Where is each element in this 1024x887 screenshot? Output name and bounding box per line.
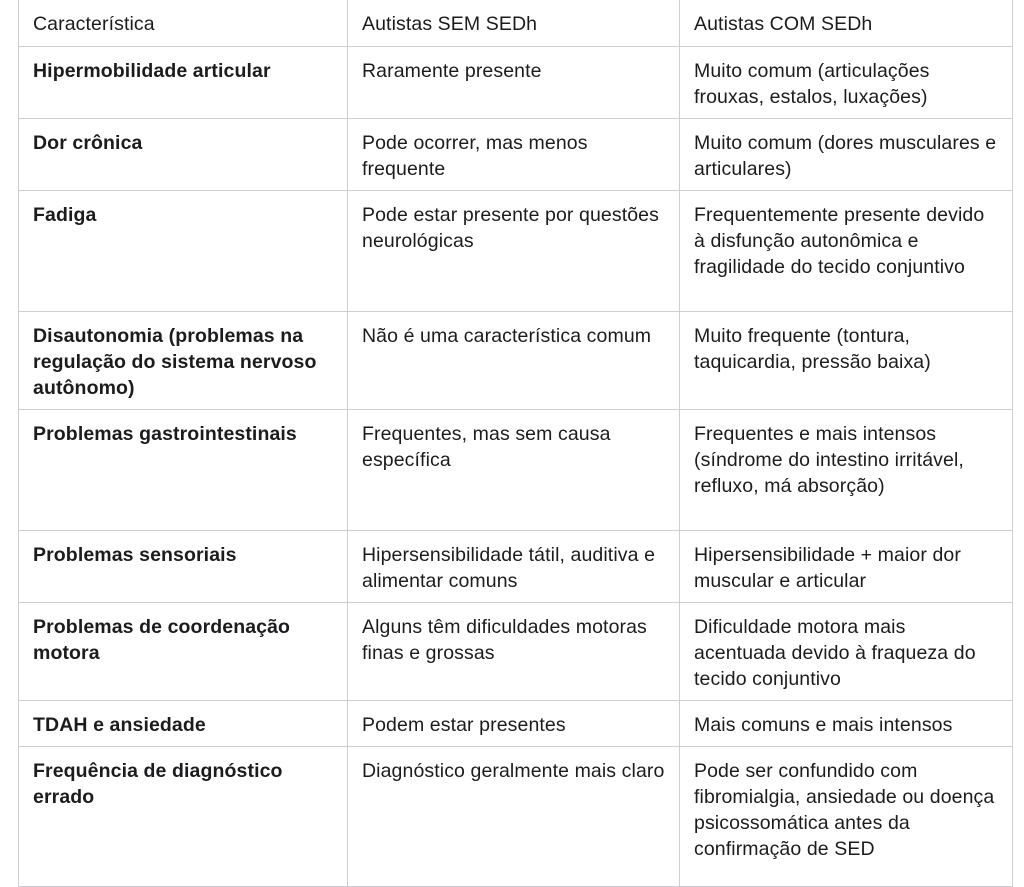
row-with-sedh: Frequentemente presente devido à disfunção autonômica e fragilidade do tecido conjuntivo xyxy=(680,191,1013,312)
row-with-sedh: Hipersensibilidade + maior dor muscular e articular xyxy=(680,531,1013,603)
row-with-sedh: Muito comum (dores musculares e articulares) xyxy=(680,119,1013,191)
header-without-sedh: Autistas SEM SEDh xyxy=(348,0,680,47)
row-without-sedh: Pode estar presente por questões neurológicas xyxy=(348,191,680,312)
row-without-sedh: Podem estar presentes xyxy=(348,701,680,747)
table-row xyxy=(19,701,1013,747)
row-without-sedh: Alguns têm dificuldades motoras finas e grossas xyxy=(348,603,680,701)
row-feature: Problemas gastrointestinais xyxy=(19,410,348,531)
table-row xyxy=(19,410,1013,531)
row-feature: Disautonomia (problemas na regulação do sistema nervoso autônomo) xyxy=(19,312,348,410)
row-feature: Dor crônica xyxy=(19,119,348,191)
row-feature: Problemas de coordenação motora xyxy=(19,603,348,701)
row-with-sedh: Mais comuns e mais intensos xyxy=(680,701,1013,747)
row-with-sedh: Pode ser confundido com fibromialgia, ansiedade ou doença psicossomática antes da confirmação de SED xyxy=(680,747,1013,887)
table-row xyxy=(19,47,1013,119)
row-with-sedh: Muito frequente (tontura, taquicardia, pressão baixa) xyxy=(680,312,1013,410)
table-row xyxy=(19,531,1013,603)
table-row xyxy=(19,603,1013,701)
row-without-sedh: Hipersensibilidade tátil, auditiva e alimentar comuns xyxy=(348,531,680,603)
row-without-sedh: Não é uma característica comum xyxy=(348,312,680,410)
row-feature: Hipermobilidade articular xyxy=(19,47,348,119)
table-row xyxy=(19,312,1013,410)
row-without-sedh: Pode ocorrer, mas menos frequente xyxy=(348,119,680,191)
table-header-row xyxy=(19,0,1013,47)
comparison-table xyxy=(18,0,1013,887)
row-without-sedh: Frequentes, mas sem causa específica xyxy=(348,410,680,531)
header-with-sedh: Autistas COM SEDh xyxy=(680,0,1013,47)
row-with-sedh: Frequentes e mais intensos (síndrome do intestino irritável, refluxo, má absorção) xyxy=(680,410,1013,531)
table-row xyxy=(19,747,1013,887)
header-feature: Característica xyxy=(19,0,348,47)
row-feature: Frequência de diagnóstico errado xyxy=(19,747,348,887)
table-row xyxy=(19,191,1013,312)
row-feature: TDAH e ansiedade xyxy=(19,701,348,747)
comparison-table-container xyxy=(18,0,1012,887)
row-without-sedh: Diagnóstico geralmente mais claro xyxy=(348,747,680,887)
table-row xyxy=(19,119,1013,191)
row-feature: Problemas sensoriais xyxy=(19,531,348,603)
row-with-sedh: Muito comum (articulações frouxas, estalos, luxações) xyxy=(680,47,1013,119)
row-without-sedh: Raramente presente xyxy=(348,47,680,119)
row-with-sedh: Dificuldade motora mais acentuada devido à fraqueza do tecido conjuntivo xyxy=(680,603,1013,701)
row-feature: Fadiga xyxy=(19,191,348,312)
